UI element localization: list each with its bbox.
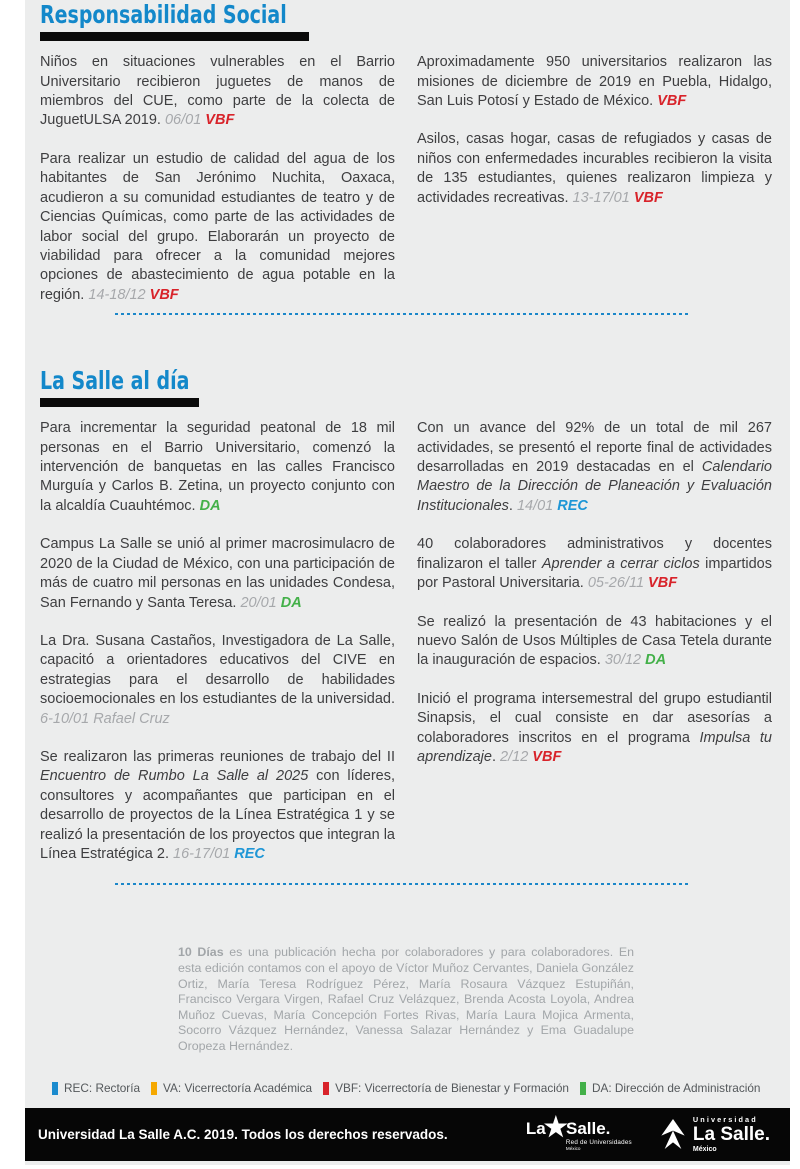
text-segment: Calendario Maestro de la Dirección de Planeación y Evaluación Institucionales <box>417 459 772 514</box>
date-label: 13-17/01 <box>572 189 634 206</box>
footer-logos <box>525 1112 770 1154</box>
date-label: 14-18/12 <box>88 286 150 303</box>
news-paragraph <box>417 419 772 516</box>
legend-label: VA: Vicerrectoría Académica <box>163 1081 313 1095</box>
text-segment: impartidos por Pastoral Universitaria. <box>417 555 772 592</box>
two-column-layout <box>40 419 772 883</box>
department-tag: VBF <box>532 748 562 765</box>
lasalle-emblem-icon <box>658 1117 688 1151</box>
legend-item <box>580 1081 761 1095</box>
news-paragraph <box>40 632 395 729</box>
legend-item <box>323 1081 569 1095</box>
section-la-salle-al-dia <box>40 368 772 883</box>
date-label: 14/01 <box>516 497 558 514</box>
department-tag: DA <box>280 594 302 611</box>
department-tag: REC <box>234 845 265 862</box>
date-label: 06/01 <box>164 112 206 129</box>
news-paragraph <box>40 53 395 131</box>
legend-item <box>151 1081 312 1095</box>
legend-color-swatch-icon <box>151 1082 157 1095</box>
date-label: 2/12 <box>500 748 533 765</box>
text-segment: con líderes, consultores y acompañantes que participan en el desarrollo de proyectos de la Línea Estratégica 1 y se realizó la presentación de los proyectos que integran la Línea Estratégica 2. <box>40 768 395 862</box>
lasalle-network-logo <box>525 1112 632 1152</box>
text-segment: Aprender a cerrar ciclos <box>541 555 700 572</box>
text-segment: Inició el programa intersemestral del grupo estudiantil Sinapsis, el cual consiste en dar asesorías a colaboradores inscritos en el programa <box>417 690 772 746</box>
logo-university-sub: México <box>692 1146 717 1154</box>
text-segment: es una publicación hecha por colaboradores y para colaboradores. En esta edición contamos con el apoyo de Víctor Muñoz Cervantes, Daniela González Ortiz, María Teresa Rodríguez Pérez, María Rosaura Vázquez Estupiñán, Francisco Vergara Virgen, Rafael Cruz Velázquez, Brenda Acosta Loyola, Andrea Muñoz Cuevas, María Concepción Fortes Rivas, María Laura Mojica Armenta, Socorro Vázquez Hernández, Vanessa Salazar Hernández y Ema Guadalupe Oropeza Hernández. <box>178 945 634 1053</box>
department-tag: DA <box>199 497 221 514</box>
text-segment: Con un avance del 92% de un total de mil 267 actividades, se presentó el reporte final de actividades desarrolladas en 2019 destacadas en el <box>417 420 772 476</box>
text-segment: Impulsa tu aprendizaje <box>417 729 772 765</box>
department-tag: DA <box>645 652 667 669</box>
title-underline-bar <box>40 32 309 41</box>
news-paragraph <box>417 53 772 111</box>
dashed-divider <box>115 313 688 315</box>
star-icon: ★ <box>543 1112 568 1143</box>
news-paragraph <box>417 613 772 671</box>
footer-bar <box>25 1108 790 1161</box>
text-segment: Niños en situaciones vulnerables en el Barrio Universitario recibieron juguetes de manos de miembros del CUE, como parte de la colecta de JuguetULSA 2019. <box>40 54 395 129</box>
credits-paragraph <box>178 945 634 1054</box>
text-segment: La Dra. Susana Castaños, Investigadora de La Salle, capacitó a orientadores educativos del CIVE en estrategias para el desarrollo de habilidades socioemocionales en los estudiantes de la universidad. <box>40 632 395 708</box>
logo-network-subtitle: Red de Universidades <box>565 1138 632 1146</box>
legend-label: REC: Rectoría <box>64 1081 141 1095</box>
text-segment: 10 Días <box>178 945 224 960</box>
department-tag: VBF <box>648 575 678 592</box>
news-paragraph <box>40 535 395 613</box>
logo-word-salle: Salle. <box>565 1118 611 1138</box>
logo-network-country: México <box>565 1146 581 1152</box>
news-paragraph <box>417 690 772 768</box>
text-segment: Se realizó la presentación de 43 habitaciones y el nuevo Salón de Usos Múltiples de Casa Tetela durante la inauguración de espacios. <box>417 613 772 669</box>
text-segment: . <box>508 497 517 514</box>
column-left <box>40 53 395 324</box>
section-title: Responsabilidad Social <box>40 0 287 29</box>
legend-label: DA: Dirección de Administración <box>591 1081 761 1095</box>
date-label: 20/01 <box>240 594 281 611</box>
text-segment: Para realizar un estudio de calidad del agua de los habitantes de San Jerónimo Nuchita, Oaxaca, acudieron a su comunidad estudiantes de teatro y de Ciencias Químicas, como parte de las actividades de labor social del grupo. Elaborarán un proyecto de viabilidad para ofrecer a la comunidad mejores opciones de abastecimiento de agua potable en la región. <box>40 150 395 303</box>
legend-label: VBF: Vicerrectoría de Bienestar y Formación <box>335 1081 569 1095</box>
date-label: 30/12 <box>604 652 646 669</box>
news-paragraph <box>40 748 395 864</box>
logo-university-top: Universidad <box>692 1114 758 1124</box>
text-segment: Asilos, casas hogar, casas de refugiados y casas de niños con enfermedades incurables recibieron la visita de 135 estudiantes, quienes realizaron limpieza y actividades recreativas. <box>417 131 772 206</box>
copyright-text: Universidad La Salle A.C. 2019. Todos los derechos reservados. <box>38 1127 448 1142</box>
news-paragraph <box>40 150 395 305</box>
department-tag: REC <box>557 497 588 514</box>
title-underline-bar <box>40 398 199 407</box>
text-segment: Se realizaron las primeras reuniones de trabajo del II <box>40 748 395 765</box>
date-label: 05-26/11 <box>587 575 649 592</box>
text-segment: Para incrementar la seguridad peatonal de 18 mil personas en el Barrio Universitario, comenzó la intervención de banquetas en las calles Francisco Murguía y Carlos B. Zetina, un proyecto conjunto con la alcaldía Cuauhtémoc. <box>40 420 395 514</box>
legend-color-swatch-icon <box>580 1082 586 1095</box>
text-segment: 40 colaboradores administrativos y docentes finalizaron el taller <box>417 536 772 572</box>
text-segment: . <box>491 748 501 765</box>
universidad-lasalle-wordmark <box>693 1116 770 1153</box>
dashed-divider <box>115 883 688 885</box>
column-right <box>417 419 772 883</box>
column-right <box>417 53 772 324</box>
department-tag: VBF <box>633 189 663 206</box>
two-column-layout <box>40 53 772 324</box>
department-tag: VBF <box>657 93 687 110</box>
text-segment: Aproximadamente 950 universitarios realizaron las misiones de diciembre de 2019 en Puebla, Hidalgo, San Luis Potosí y Estado de México. <box>417 54 772 110</box>
news-paragraph <box>40 419 395 516</box>
legend-color-swatch-icon <box>323 1082 329 1095</box>
date-label: 16-17/01 <box>173 845 235 862</box>
text-segment: Campus La Salle se unió al primer macrosimulacro de 2020 de la Ciudad de México, con una participación de más de cuatro mil personas en las unidades Condesa, San Fernando y Santa Teresa. <box>40 536 395 611</box>
department-tag: VBF <box>149 286 179 303</box>
column-left <box>40 419 395 883</box>
newsletter-page <box>25 0 790 1165</box>
news-paragraph <box>417 130 772 208</box>
legend-item <box>52 1081 140 1095</box>
logo-word-la: La <box>525 1118 546 1138</box>
news-paragraph <box>417 535 772 593</box>
date-label: 6-10/01 Rafael Cruz <box>40 710 170 727</box>
department-tag: VBF <box>205 112 235 129</box>
legend-bar <box>52 1081 780 1095</box>
logo-university-main: La Salle. <box>692 1124 770 1146</box>
text-segment: Encuentro de Rumbo La Salle al 2025 <box>40 768 309 785</box>
section-responsabilidad-social <box>40 2 772 324</box>
legend-color-swatch-icon <box>52 1082 58 1095</box>
universidad-lasalle-logo <box>658 1116 770 1153</box>
section-title: La Salle al día <box>40 366 190 395</box>
